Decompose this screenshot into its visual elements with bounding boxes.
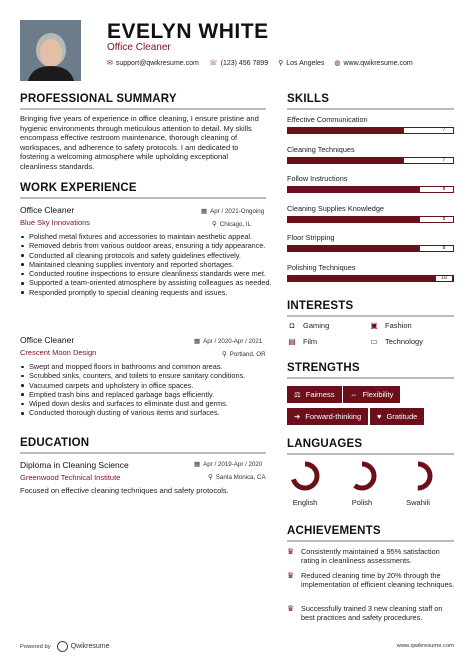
list-item: Removed debris from various outdoor areas, ensuring a tidy appearance. bbox=[20, 241, 272, 250]
list-item: Supported a team-oriented atmosphere by assisting colleagues as needed. bbox=[20, 278, 272, 287]
list-item: Vacuumed carpets and upholstery in office spaces. bbox=[20, 381, 272, 390]
pin-icon: ⚲ bbox=[222, 351, 227, 358]
job-1-location: ⚲ Chicago, IL bbox=[212, 220, 252, 228]
calendar-icon: ▦ bbox=[201, 208, 208, 215]
strength-fairness: ⚖ Fairness bbox=[287, 386, 342, 403]
skill-label: Follow Instructions bbox=[287, 174, 348, 183]
achievement-1: ♛ Consistently maintained a 95% satisfaction rating in cleanliness assessments. bbox=[287, 547, 440, 566]
contact-bar bbox=[107, 59, 423, 67]
skill-bar-fill bbox=[288, 246, 420, 251]
globe-icon: ◍ bbox=[334, 60, 341, 67]
arrows-icon: ⇔ bbox=[350, 390, 358, 399]
summary-heading: PROFESSIONAL SUMMARY bbox=[20, 93, 177, 105]
skill-bar bbox=[287, 275, 454, 282]
interest-fashion: ▣ Fashion bbox=[370, 321, 412, 330]
language-label: Polish bbox=[351, 498, 373, 507]
skill-label: Polishing Techniques bbox=[287, 262, 356, 272]
job-1-title: Office Cleaner bbox=[20, 205, 75, 215]
list-item: Wiped down desks and surfaces to eliminate dust and germs. bbox=[20, 399, 272, 408]
skills-heading: SKILLS bbox=[287, 93, 330, 105]
list-item: Swept and mopped floors in bathrooms and common areas. bbox=[20, 362, 272, 371]
footer-powered-by: Powered by Qwikresume bbox=[20, 643, 110, 650]
list-item: Emptied trash bins and replaced garbage bags efficiently. bbox=[20, 390, 272, 399]
candidate-role: Office Cleaner bbox=[107, 42, 171, 53]
skill-bar bbox=[287, 216, 454, 223]
achievement-2: ♛ Reduced cleaning time by 20% through the implementation of efficient cleaning techniques. bbox=[287, 571, 455, 590]
skill-level: 8 bbox=[436, 187, 452, 192]
job-1-dates: ▦ Apr / 2021-Ongoing bbox=[201, 207, 265, 215]
profile-photo bbox=[20, 20, 81, 81]
language-ring bbox=[346, 460, 378, 492]
language-label: Swahili bbox=[406, 498, 430, 507]
interests-divider bbox=[287, 315, 454, 317]
footer-url[interactable]: www.qwikresume.com bbox=[396, 643, 454, 649]
job-1-company: Blue Sky Innovations bbox=[20, 218, 91, 227]
list-item: Scrubbed sinks, counters, and toilets to ensure sanitary conditions. bbox=[20, 371, 272, 380]
job-2-title: Office Cleaner bbox=[20, 335, 75, 345]
skill-bar-fill bbox=[288, 187, 420, 192]
education-school: Greenwood Technical Institute bbox=[20, 473, 121, 482]
pin-icon: ⚲ bbox=[212, 221, 217, 228]
skill-bar bbox=[287, 157, 454, 164]
language-item bbox=[398, 460, 438, 507]
list-item: Polished metal fixtures and accessories to maintain aesthetic appeal. bbox=[20, 232, 272, 241]
summary-text: Bringing five years of experience in office cleaning, I ensure pristine and hygienic environments through meticulous attention to detail. My skills encompass effective restroom maintenance, thorough cleaning of workspaces, and adherence to safety protocols. I am dedicated to fostering a welcoming atmosphere while upholding exceptional cleanliness standards. bbox=[20, 114, 259, 171]
skill-label: Cleaning Supplies Knowledge bbox=[287, 203, 384, 213]
languages-heading: LANGUAGES bbox=[287, 438, 363, 450]
phone-icon: ☏ bbox=[208, 60, 218, 67]
trophy-icon: ♛ bbox=[287, 547, 295, 556]
location-pin-icon: ⚲ bbox=[278, 60, 284, 67]
skill-bar-fill bbox=[288, 217, 420, 222]
trophy-icon: ♛ bbox=[287, 571, 295, 580]
job-2-dates: ▦ Apr / 2020-Apr / 2021 bbox=[194, 337, 263, 345]
interest-technology: ▭ Technology bbox=[370, 337, 423, 346]
list-item: Responded promptly to special cleaning requests and issues. bbox=[20, 288, 272, 297]
gamepad-icon: ◘ bbox=[289, 321, 295, 330]
education-location: ⚲ Santa Monica, CA bbox=[208, 473, 266, 481]
film-icon: ▤ bbox=[288, 337, 296, 346]
qwikresume-logo-icon bbox=[57, 641, 68, 652]
skill-bar bbox=[287, 186, 454, 193]
contact-phone[interactable]: (123) 456 7899 bbox=[220, 59, 269, 67]
calendar-icon: ▦ bbox=[194, 461, 201, 468]
laptop-icon: ▭ bbox=[370, 337, 378, 346]
experience-divider bbox=[20, 197, 266, 199]
list-item: Conducted all cleaning protocols and safety guidelines effectively. bbox=[20, 251, 272, 260]
list-item: Conducted thorough dusting of various items and surfaces. bbox=[20, 408, 272, 417]
shopping-bag-icon: ▣ bbox=[370, 321, 378, 330]
experience-heading: WORK EXPERIENCE bbox=[20, 182, 137, 194]
skill-bar-fill bbox=[288, 128, 404, 133]
scale-icon: ⚖ bbox=[294, 390, 301, 399]
skill-level: 8 bbox=[436, 217, 452, 222]
education-note: Focused on effective cleaning techniques and safety protocols. bbox=[20, 486, 229, 495]
interest-film: ▤ Film bbox=[288, 337, 318, 346]
skill-label: Cleaning Techniques bbox=[287, 144, 355, 154]
skill-bar bbox=[287, 245, 454, 252]
strengths-divider bbox=[287, 377, 454, 379]
language-ring bbox=[402, 460, 434, 492]
pin-icon: ⚲ bbox=[208, 474, 213, 481]
skill-level: 10 bbox=[436, 276, 452, 281]
language-ring bbox=[289, 460, 321, 492]
calendar-icon: ▦ bbox=[194, 338, 201, 345]
contact-email[interactable]: support@qwikresume.com bbox=[115, 59, 199, 67]
summary-divider bbox=[20, 108, 266, 110]
strength-forward-thinking: ➔ Forward-thinking bbox=[287, 408, 368, 425]
language-item bbox=[285, 460, 325, 507]
language-label: English bbox=[292, 498, 318, 507]
skill-bar-fill bbox=[288, 276, 453, 281]
achievements-heading: ACHIEVEMENTS bbox=[287, 525, 381, 537]
interests-heading: INTERESTS bbox=[287, 300, 354, 312]
job-1-bullets bbox=[20, 232, 272, 297]
education-degree: Diploma in Cleaning Science bbox=[20, 460, 129, 470]
trophy-icon: ♛ bbox=[287, 604, 295, 613]
strength-gratitude: ♥ Gratitude bbox=[370, 408, 424, 425]
contact-location: Los Angeles bbox=[286, 59, 325, 67]
list-item: Conducted routine inspections to ensure cleanliness standards were met. bbox=[20, 269, 272, 278]
email-icon: ✉ bbox=[107, 60, 113, 67]
education-heading: EDUCATION bbox=[20, 437, 90, 449]
strength-flexibility: ⇔ Flexibility bbox=[343, 386, 400, 403]
skill-label: Effective Communication bbox=[287, 115, 368, 124]
education-dates: ▦ Apr / 2019-Apr / 2020 bbox=[194, 460, 263, 468]
education-divider bbox=[20, 452, 266, 454]
skills-divider bbox=[287, 108, 454, 110]
skill-level: 7 bbox=[436, 128, 452, 133]
job-2-company: Crescent Moon Design bbox=[20, 348, 97, 357]
contact-website[interactable]: www.qwikresume.com bbox=[343, 59, 413, 67]
interest-gaming: ◘ Gaming bbox=[287, 321, 329, 330]
skill-level: 7 bbox=[436, 158, 452, 163]
skill-bar-fill bbox=[288, 158, 404, 163]
skill-bar bbox=[287, 127, 454, 134]
strengths-heading: STRENGTHS bbox=[287, 362, 360, 374]
list-item: Maintained cleaning supplies inventory and reported shortages. bbox=[20, 260, 272, 269]
job-2-bullets bbox=[20, 362, 272, 418]
arrow-right-icon: ➔ bbox=[294, 412, 301, 421]
skill-level: 8 bbox=[436, 246, 452, 251]
achievements-divider bbox=[287, 540, 454, 542]
languages-divider bbox=[287, 453, 454, 455]
achievement-3: ♛ Successfully trained 3 new cleaning staff on best practices and safety procedures. bbox=[287, 604, 443, 623]
heart-icon: ♥ bbox=[377, 412, 382, 421]
skill-label: Floor Stripping bbox=[287, 233, 335, 242]
footer-brand[interactable]: Qwikresume bbox=[70, 643, 110, 650]
language-item bbox=[342, 460, 382, 507]
job-2-location: ⚲ Portland, OR bbox=[222, 350, 266, 358]
candidate-name: EVELYN WHITE bbox=[107, 20, 269, 43]
